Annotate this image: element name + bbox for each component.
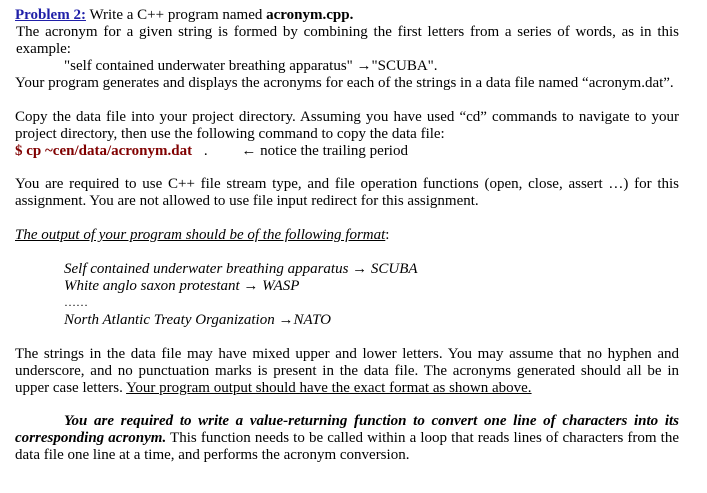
output-format-colon: :	[385, 227, 390, 243]
trailing-period-note: ← notice the trailing period	[241, 143, 408, 159]
output-format-heading	[15, 227, 679, 244]
function-requirement	[15, 413, 679, 464]
function-requirement-emphasis: You are required to write a value-returning function to convert one line of characters into its corresponding acronym.	[15, 413, 679, 446]
problem-label: Problem 2:	[15, 7, 86, 23]
example-ellipsis: ……	[64, 295, 88, 309]
exact-format-requirement: Your program output should have the exact format as shown above.	[126, 380, 532, 396]
acronym-definition: The acronym for a given string is formed by combining the first letters from a series of words, as in this example:	[16, 24, 679, 57]
data-file-assumptions	[15, 346, 679, 397]
function-requirement-text: This function needs to be called within a loop that reads lines of characters from the data file one line at a time, and performs the acronym conversion.	[15, 430, 679, 463]
output-format-heading-text: The output of your program should be of the following format	[15, 227, 386, 243]
data-file-assumptions-text: The strings in the data file may have mixed upper and lower letters. You may assume that no hyphen and underscore, and no punctuation marks is present in the data file. The acronyms generated should all be in upper case letters.	[15, 346, 679, 396]
example-line-nato: North Atlantic Treaty Organization →NATO	[64, 312, 331, 328]
file-stream-requirement: You are required to use C++ file stream type, and file operation functions (open, close, assert …) for this assignment. You are not allowed to use file input redirect for this assignment.	[15, 176, 679, 209]
copy-instructions: Copy the data file into your project directory. Assuming you have used “cd” commands to navigate to your project directory, then use the following command to copy the data file:	[15, 109, 679, 142]
scuba-example: "self contained underwater breathing apparatus" →"SCUBA".	[64, 58, 438, 74]
example-line-wasp: White anglo saxon protestant → WASP	[64, 278, 300, 294]
example-line-scuba: Self contained underwater breathing apparatus → SCUBA	[64, 261, 418, 277]
trailing-period: .	[203, 143, 208, 159]
copy-command: $ cp ~cen/data/acronym.dat	[15, 143, 193, 159]
program-filename: acronym.cpp.	[266, 7, 354, 23]
copy-command-line	[15, 143, 679, 160]
problem-intro: Write a C++ program named	[89, 7, 263, 23]
program-description: Your program generates and displays the acronyms for each of the strings in a data file named “acronym.dat”.	[15, 75, 674, 91]
problem-heading	[15, 7, 679, 24]
